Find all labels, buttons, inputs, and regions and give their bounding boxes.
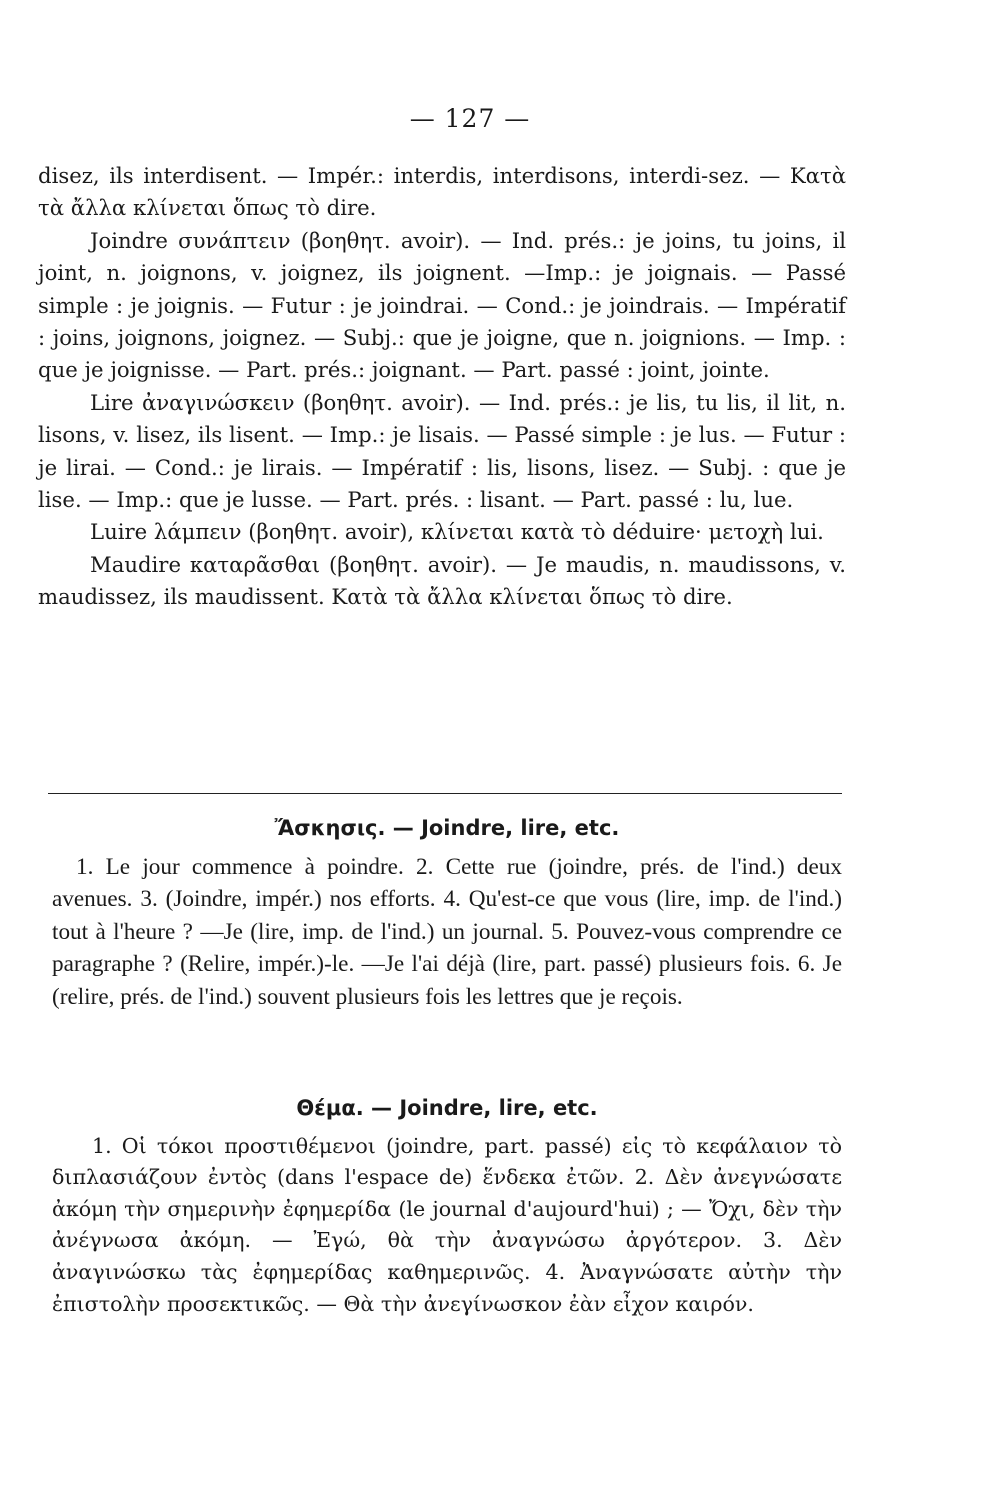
exercise-title: Ἄσκησις. — Joindre, lire, etc. — [274, 816, 620, 840]
theme-title: Θέμα. — Joindre, lire, etc. — [296, 1096, 598, 1120]
entry-maudire: Maudire καταρᾶσθαι (βοηθητ. avoir). — Je maudis, n. maudissons, v. maudissez, ils maudissent. Κατὰ τὰ ἄλλα κλίνεται ὅπως τὸ dire. — [38, 551, 846, 610]
page-number: — 127 — — [409, 104, 531, 133]
paragraph-interdire-end: disez, ils interdisent. — Impér.: interdis, interdisons, interdi-sez. — Κατὰ τὰ ἄλλα κλίνεται ὅπως τὸ dire. — [38, 163, 846, 221]
section-divider — [48, 793, 842, 794]
entry-lire: Lire ἀναγινώσκειν (βοηθητ. avoir). — Ind. prés.: je lis, tu lis, il lit, n. lisons, v. lisez, ils lisent. — Imp.: je lisais. — Passé simple : je lus. — Futur : je lirai. — Cond.: je lirais. — Impératif : lis, lisons, lisez. — Subj. : que je lise. — Imp.: que je lusse. — Part. prés. : lisant. — Part. passé : lu, lue. — [38, 389, 846, 513]
entry-luire: Luire λάμπειν (βοηθητ. avoir), κλίνεται κατὰ τὸ déduire· μετοχὴ lui. — [90, 519, 824, 545]
theme-section — [52, 1093, 842, 1320]
theme-text: 1. Οἱ τόκοι προστιθέμενοι (joindre, part. passé) εἰς τὸ κεφάλαιον τὸ διπλασιάζουν ἐντὸς (dans l'espace de) ἕνδεκα ἐτῶν. 2. Δὲν ἀνεγνώσατε ἀκόμη τὴν σημερινὴν ἐφημερίδα (le journal d'aujourd'hui) ; — Ὄχι, δὲν τὴν ἀνέγνωσα ἀκόμη. — Ἐγώ, θὰ τὴν ἀναγνώσω ἀργότερον. 3. Δὲν ἀναγινώσκω τὰς ἐφημερίδας καθημερινῶς. 4. Ἀναγνώσατε αὐτὴν τὴν ἐπιστολὴν προσεκτικῶς. — Θὰ τὴν ἀνεγίνωσκον ἐὰν εἶχον καιρόν. — [52, 1133, 842, 1316]
entry-joindre: Joindre συνάπτειν (βοηθητ. avoir). — Ind. prés.: je joins, tu joins, il joint, n. joignons, v. joignez, ils joignent. —Imp.: je joignais. — Passé simple : je joignis. — Futur : je joindrai. — Cond.: je joindrais. — Impératif : joins, joignons, joignez. — Subj.: que je joigne, que n. joignions. — Imp. : que je joignisse. — Part. prés.: joignant. — Part. passé : joint, jointe. — [38, 227, 846, 383]
exercise-text: 1. Le jour commence à poindre. 2. Cette rue (joindre, prés. de l'ind.) deux avenues. 3. (Joindre, impér.) nos efforts. 4. Qu'est-ce que vous (lire, imp. de l'ind.) tout à l'heure ? —Je (lire, imp. de l'ind.) un journal. 5. Pouvez-vous comprendre ce paragraphe ? (Relire, impér.)-le. —Je l'ai déjà (lire, part. passé) plusieurs fois. 6. Je (relire, prés. de l'ind.) souvent plusieurs fois les lettres que je reçois. — [52, 853, 842, 1010]
exercise-section — [52, 812, 842, 1014]
verb-conjugation-text — [38, 160, 846, 614]
